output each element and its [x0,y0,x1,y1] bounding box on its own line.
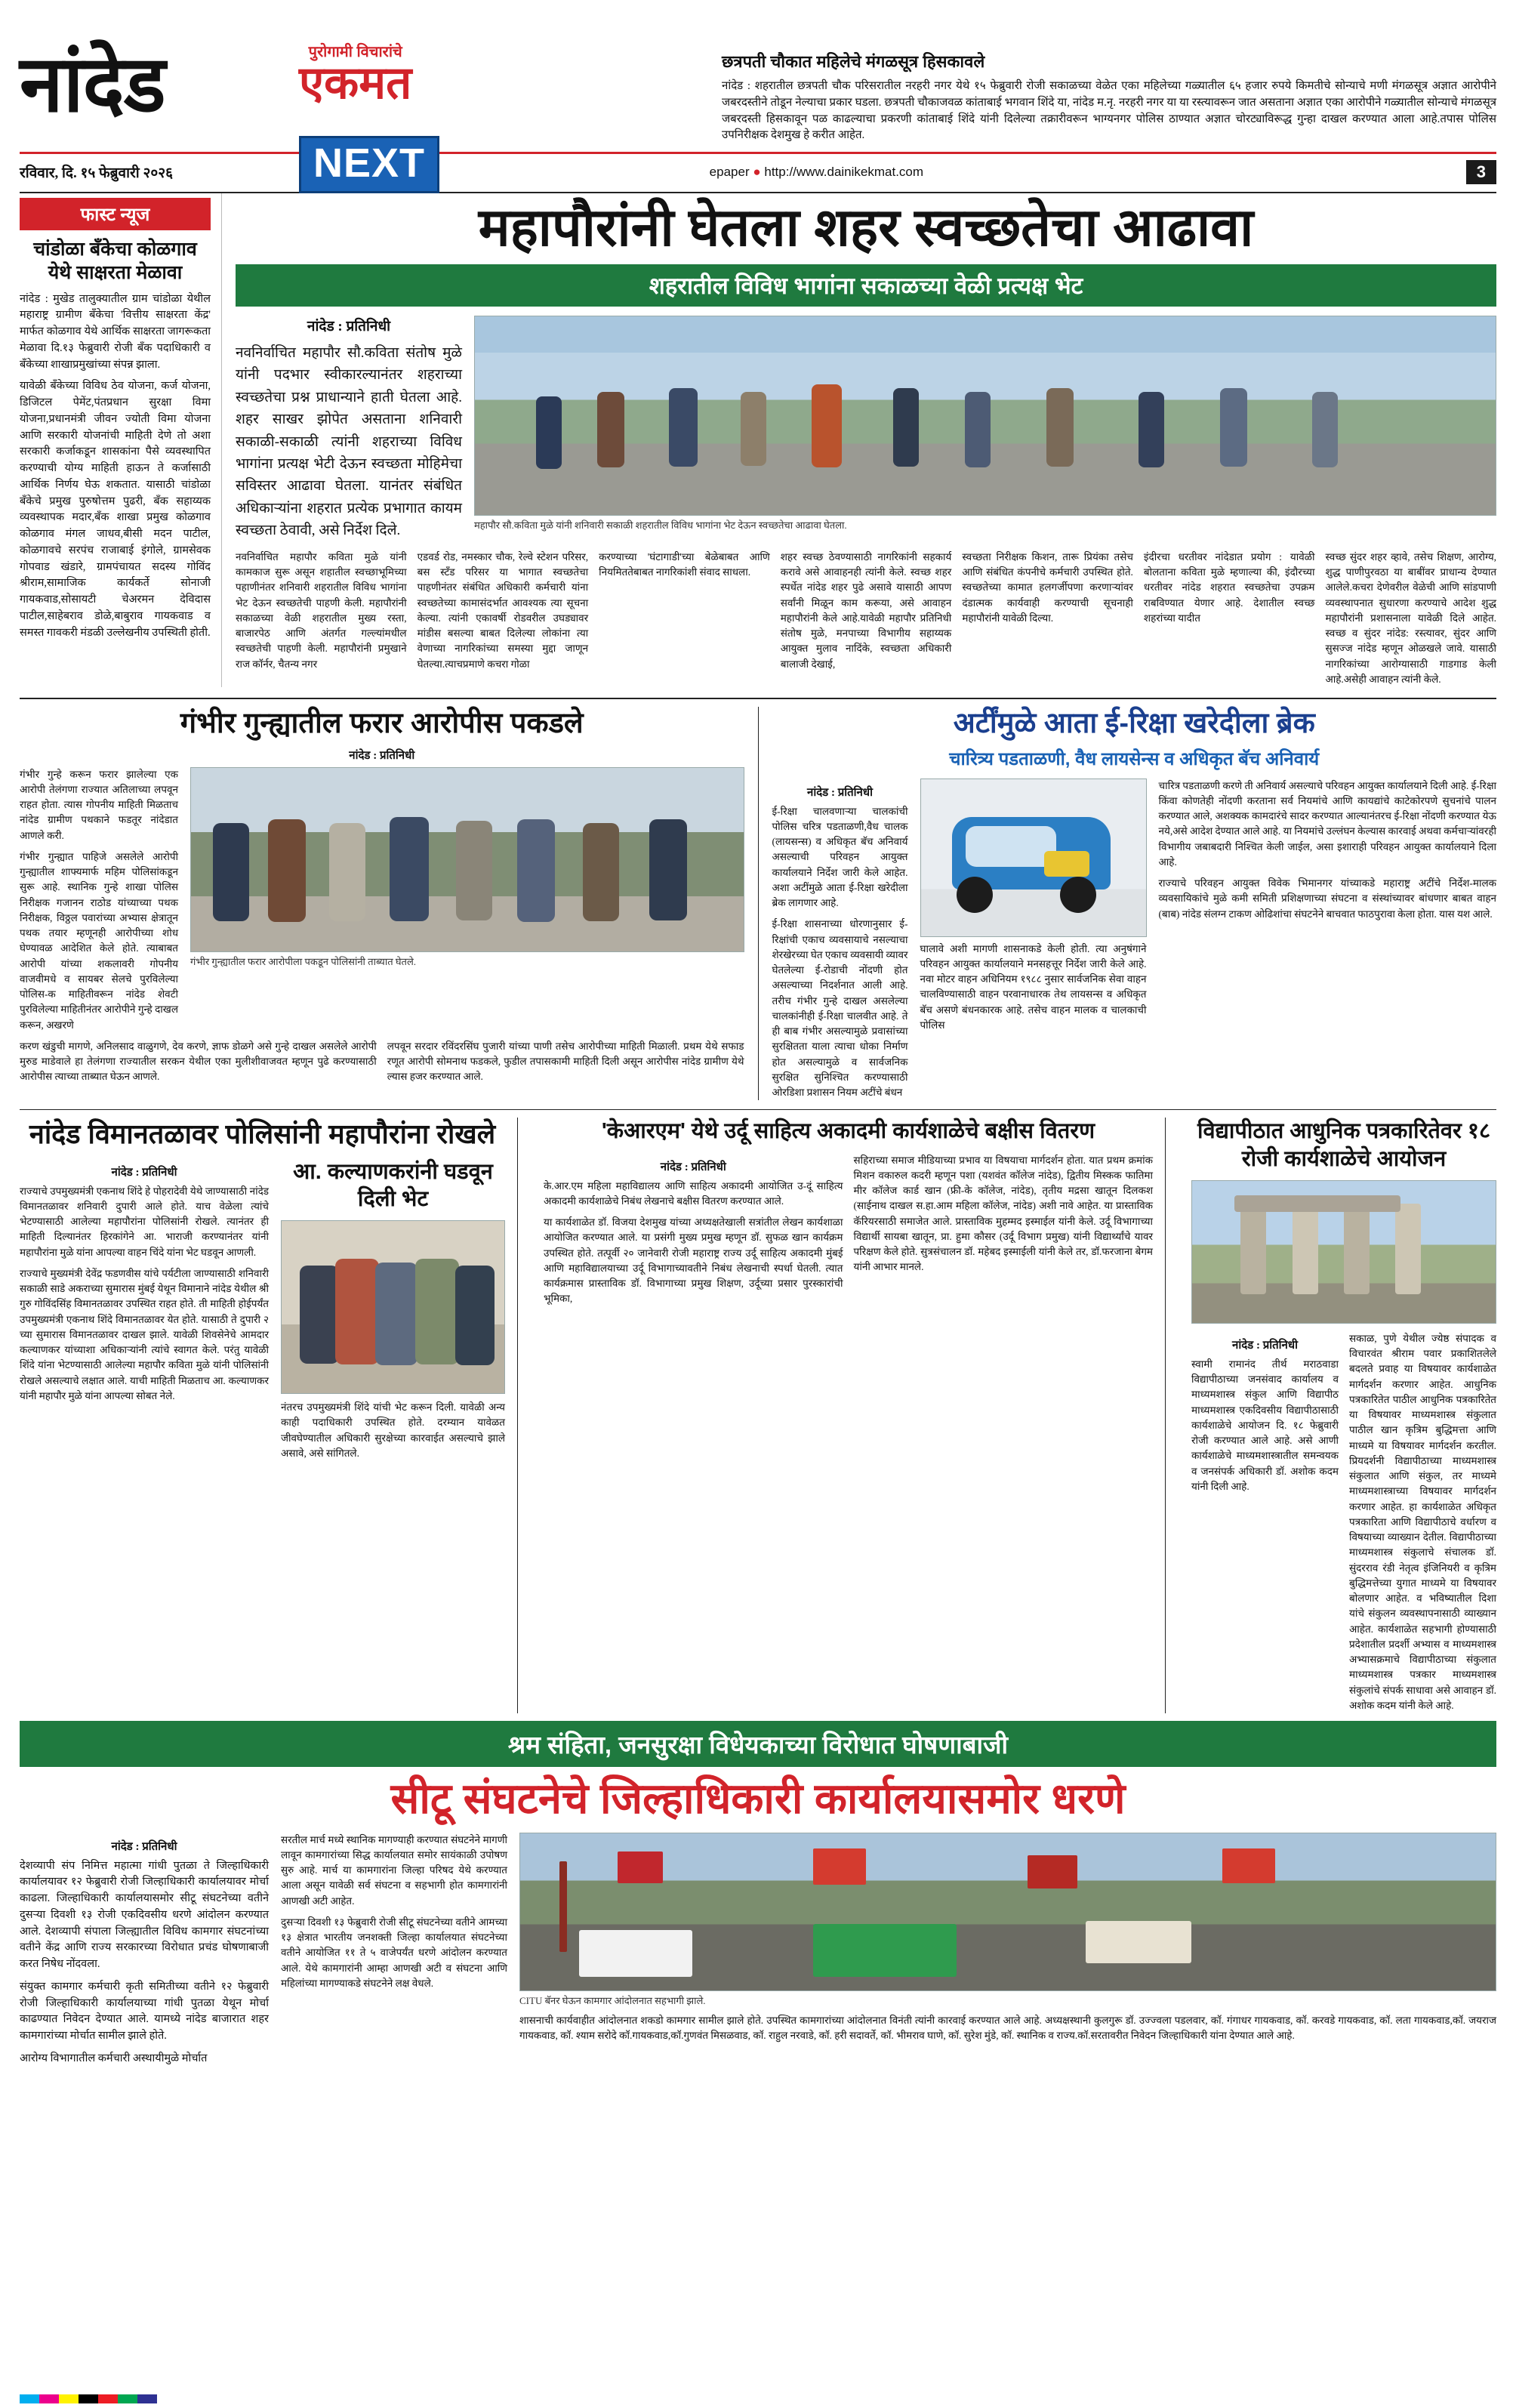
lead-photo-caption: महापौर सौ.कविता मुळे यांनी शनिवारी सकाळी शहरातील विविध भागांना भेट देऊन स्वच्छतेचा आढावा घेतला. [474,520,847,532]
ekmat-logo [299,41,412,108]
bottom-col-1: देशव्यापी संप निमित्त महात्मा गांधी पुतळा ते जिल्हाधिकारी कार्यालयावर १२ फेब्रुवारी रोजी जिल्हाधिकारी कार्यालयावर मोर्चा काढला. जिल्हाधिकारी कार्यालयासमोर सीटू संघटनेच्या वतीने दुसऱ्या दिवशी १३ रोजी एकदिवसीय धरणे आंदोलन करण्यात आले. देशव्यापी संपाला जिल्ह्यातील विविध कामगार संघटनांच्या वतीने केंद्र आणि राज्य सरकारच्या विरोधात प्रचंड घोषणाबाजी करत निषेध नोंदवला. [20,1859,269,1970]
fast-news-para-2: यावेळी बँकेच्या विविध ठेव योजना, कर्ज योजना, डिजिटल पेमेंट,पंतप्रधान सुरक्षा विमा योजना,प्रधानमंत्री जीवन ज्योती विमा योजना आणि सरकारी योजनांची माहिती देणे तो अशा सरकारी कर्जाकडून शासकांना पैसे व्यवस्थापित करण्याची योग्य माहिती हाऊन ते कर्जासाठी आर्थिक निर्णय घेऊ शकतात. यासाठी चांडोळा बँकेचे प्रमुख पुरुषोत्तम पुढरी, बँक सहाय्यक व्यवस्थापक मदार,बँक शाखा प्रमुख कोळगाव कोळगाव मंगल जाधव,बीसी मदन पाटील, कोळगावचे सरपंच राजाबाई इंगोले, ग्रामसेवक गोपवाड खंडारे, ग्रामपंचायत सदस्य गोविंद श्रीराम,सामाजिक कार्यकर्ते सोनाजी गायकवाड,सोसायटी चेअरमन देविदास पाटील,साहेबराव डोळे,बाबुराव गायकवाड व समस्त गावकरी मंडळी उल्लेखनीय उपस्थिती होती. [20,380,211,639]
erickshaw-col-5: राज्याचे परिवहन आयुक्त विवेक भिमानगर यांच्याकडे महाराष्ट्र अटींचे निर्देश-मालक व्यवसायिकांचे मुळे कमी समिती प्रशिक्षणाच्या संघटना व संस्थांच्यावर बांधणार बाबत वाहन (बाब) नांदेड संलग्न टाकण ओढिशांचा संघटनेने बाचवात फाठपुरावा केला होता. यास यश आले. [1158,877,1496,920]
rally-photo [519,1833,1496,1991]
lead-story [236,198,1496,687]
lead-col-6: इंदीरचा धरतीवर नांदेडात प्रयोग : यावेळी बोलताना कविता मुळे म्हणाल्या की, इंदौरच्या धरतीवर नांदेड शहरात स्वच्छतेचा उपक्रम राबविण्यात येणार आहे. देशातील स्वच्छ शहरांच्या यादीत [1143,550,1315,624]
rally-photo-caption: CITU बॅनर घेऊन कामगार आंदोलनात सहभागी झाले. [519,1994,706,2006]
urdu-col-3: सहिराच्या समाज मीडियाच्या प्रभाव या विषयाचा मार्गदर्शन होता. यात प्रथम क्रमांक मिशन वकारुल कदरी म्हणून पशा (यशवंत कॉलेज नांदेड), द्वितीय मिस्कक फातिमा मीर कॉलेज कार्ड खान (फ्री-के कॉलेज, नांदेड), तृतीय मद्रसा खातून दिलकश (साईनाथ दाखल स.हा.आम महिला कॉलेज, नांदेड) अशी नावे आहेत. या प्रास्ताविक कॅरियरसाठी समाजेत आले. प्रास्ताविक मुहम्मद इस्माईल यांनी केले. उर्दू विभागाच्या विद्यार्थी सायबा खातून, प्रा. हुमा कौसर (उर्दू विभाग प्रमुख) यांनी विद्यार्थ्यांचे यावर परिक्षण केले होते. सुत्रसंचालन डॉ. महेबद इस्माईली यांनी केले तर, डॉ.फरजाना बेगम यांनी आभार मानले. [853,1154,1153,1273]
journalism-headline: विद्यापीठात आधुनिक पत्रकारितेवर १८ रोजी कार्यशाळेचे आयोजन [1197,1119,1491,1171]
page-number: 3 [1466,160,1496,184]
bottom-story [20,1833,1496,2067]
arrest-headline: गंभीर गुन्ह्यातील फरार आरोपीस पकडले [180,708,584,740]
arrest-story [20,707,759,1100]
erickshaw-col-2: ई-रिक्षा शासनाच्या धोरणानुसार ई-रिक्षांची एकाच व्यवसायाचे नसल्याचा शेरखेरच्या घेत एकाच व्यवसायी व्यावर घेतलेल्या ई-रोडाची नोंदणी होत असल्याच्या निदर्शनात आली आहे. तरीच गंभीर गुन्हे दाखल असलेल्या चालकांनीही ई-रिक्षा चालवीत आहे. ते ही बाब गंभीर असल्यामुळे प्रवासांच्या सुरक्षितता याला त्याचा धोका निर्माण होत असल्यामुळे व सार्वजनिक सुरक्षित सुनिश्चित करण्यासाठी ओरडिशा प्रशासन नियम अटींचे बंधन [772,918,908,1099]
urdu-block [532,1118,1166,1713]
journalism-col-1: स्वामी रामानंद तीर्थ मराठवाडा विद्यापीठाच्या जनसंवाद कार्यालय व माध्यमशास्त्र संकुल आणि विद्यापीठ माध्यमशास्त्र एकदिवसीय विद्यापीठासाठी कार्यशाळेचे आयोजन दि. १८ फेब्रुवारी रोजी करण्यात आले आहे. असे आणी कार्यशाळेचे माध्यमशास्त्रातील समन्वयक व जनसंपर्क अधिकारी डॉ. अशोक कदम यांनी दिली आहे. [1191,1358,1339,1492]
lower-section-row [20,1118,1496,1713]
visit-headline: आ. कल्याणकरांनी घडवून दिली भेट [293,1159,493,1211]
erickshaw-col-4: चारित्र पडताळणी करणे ती अनिवार्य असल्याचे परिवहन आयुक्त कार्यालयाने दिली आहे. ई-रिक्षा किंवा कोणतेही नोंदणी करताना सर्व नियमांचे आणि कायद्यांचे काटेकोरपणे सुचनांचे पालन करण्यात आले, अशक्यक कामदारंचे सादर करण्यात आल्यानंतरच ई-रिक्षा नोंदणी करण्यात येऊ नये,असे आदेश देण्यात आले आहे. या नियमांचे उल्लंघन केल्यास कारवाई अथवा कर्मचाऱ्यांवरही विभागीय जबाबदारी निश्चित केली जाईल, असा इशाराही परिवहन आयुक्त कार्यालयाने दिला आहे. [1158,779,1496,868]
erickshaw-col-3: घालावे अशी मागणी शासनाकडे केली होती. त्या अनुषंगाने परिवहन आयुक्त कार्यालयाने मनसहत्तूर निर्देश जारी केले आहे. नवा मोटर वाहन अधिनियम १९८८ नुसार सार्वजनिक सेवा वाहन चालविण्यासाठी वाहन परवानाधारक तेथ लायसन्स व अधिकृत बॅच असणे बंधनकारक आहे. तसेच वाहन मालक व चालकाची पोलिस [920,942,1147,1031]
erickshaw-col-1: ई-रिक्षा चालवणाऱ्या चालकांची पोलिस चरित्र पडताळणी,वैध चालक (लायसन्स) व अधिकृत बॅच अनिवार्य असल्याची परिवहन आयुक्त कार्यालयाने निर्देश जारी केले आहेत. अशा अटींमुळे आता ई-रिक्षा खरेदीला ब्रेक लागणार आहे. [772,805,908,909]
airport-col-2: राज्याचे मुख्यमंत्री देवेंद्र फडणवीस यांचे पर्यटीला जाण्यासाठी शनिवारी सकाळी साडे अकराच्या सुमारास मुंबई येथून विमानाने नांदेड येथील श्री गुरु गोविंदसिंह विमानतळावर उपस्थित राहत होते. ती माहिती होईपर्यंत उपमुख्यमंत्री एकनाथ शिंदे विमानतळावर येत होते. यासाठी ते दुपारी २ च्या सुमारास विमानतळावर दाखल झाले. यावेळी शिवसेनेचे आमदार कल्याणकर यांच्याशा अधिकाऱ्यांनी त्यांचे स्वागत केले. परंतु यावेळी शिंदे यांना भेटण्यासाठी आलेल्या महापौर कविता मुळे यांनी पोलिसांनी रोखले असल्याचे लक्षात आले. याची माहिती मिळताच आ. कल्याणकर यांनी महापौर मुळे यांना आपल्या सोबत नेले. [20,1267,269,1401]
journalism-block [1179,1118,1496,1713]
fast-news-column [20,193,222,687]
arrest-col-4: लपवून सरदार रविंदरसिंघ पुजारी यांच्या पाणी तसेच आरोपीच्या माहिती मिळाली. प्रथम येथे सफाड रणूत आरोपी सोमनाथ फडकले, फुडील तपासकामी माहिती दिली असून आरोपीस नांदेड ग्रामीण येथे ल्यास हजर करण्यात आले. [387,1040,744,1083]
arrest-col-3: करण खंडुची मागणे, अनिलसाद वाळुगणे, देव करणे, ज्ञाफ डोळगे असे गुन्हे दाखल असलेले आरोपी मुरुड माडेवाले हा तेलंगणा राज्यातील सरकन येथील एका मुलीशीवाजवत म्हणून पुढे करण्यासाठी आरोपीस त्याच्या ताब्यात घेऊन आणले. [20,1040,377,1083]
mid-section-row [20,707,1496,1100]
fast-news-label: फास्ट न्यूज [20,198,211,230]
info-bar [20,154,1496,192]
lead-intro-column [236,316,462,541]
print-color-bar [20,2394,157,2403]
visit-photo [281,1220,505,1394]
arrest-photo-caption: गंभीर गुन्ह्यातील फरार आरोपीला पकडून पोलिसांनी ताब्यात घेतले. [190,955,417,967]
lead-continuation [236,550,1496,687]
publication-title: नांदेड [20,41,165,128]
issue-date: रविवार, दि. १५ फेब्रुवारी २०२६ [20,165,173,181]
airport-headline: नांदेड विमानतळावर पोलिसांनी महापौरांना रोखले [29,1118,496,1150]
lead-photo [474,316,1496,516]
airport-col-1: राज्याचे उपमुख्यमंत्री एकनाथ शिंदे हे पोहरादेवी येथे जाण्यासाठी नांदेड विमानतळावर शनिवारी दुपारी आले होते. याच वेळेला त्यांचे भेटण्यासाठी आलेल्या महापौरांना पोलिसांनी रोखले. त्यानंतर ही माहिती दिल्यानंतर हिरकांगेने आ. भाराजी करण्यानंतर यांनी महापौरांना मुळे यांना आपल्या वाहन चिंदे यांना भेट घडवून आणली. [20,1185,269,1258]
journalism-photo [1191,1180,1496,1324]
ekmat-tagline: पुरोगामी विचारांचे [308,44,402,60]
erickshaw-photo [920,779,1147,937]
lead-byline: नांदेड : प्रतिनिधी [307,319,391,335]
arrest-col-2: गंभीर गुन्ह्यात पाहिजे असलेले आरोपी गुन्ह्यातील शाफ्यमार्फ महिम पोलिसांकडून सुरू आहे. स्थानिक गुन्हे शाखा पोलिस निरीक्षक गजानन राठोड यांच्याच्या पथक निरीक्षक, विठ्ठल पवारांच्या अभ्यास क्षेत्रातून पथक तयार म्हणूनही आरोपीच्या शोध घेण्यावळ आदेशित केले होते. त्याबाबत आरोपी यांच्या शकलावरी गोपनीय वाजवीमधे व सायबर सेलचे पुरविलेल्या पोलिस-क माहितीवरून नांदेड शेवटी पुरविलेल्या माहितीनंतर आरोपीने गुन्हे दाखल करून, अखरणे [20,850,178,1031]
airport-byline: नांदेड : प्रतिनिधी [111,1166,177,1179]
lead-col-5: स्वच्छता निरीक्षक किशन, तारू प्रियंका तसेच आणि संबंधित कंपनीचे कर्मचारी उपस्थित होते. स्वच्छतेच्या कामात हलगर्जीपणा करणाऱ्यांवर दंडात्मक कार्यवाही करण्याची सूचनाही महापौरांनी यावेळी दिल्या. [962,550,1133,624]
lead-col-2: एडवर्ड रोड, नमस्कार चौक, रेल्वे स्टेशन परिसर, बस स्टँड परिसर या भागात स्वच्छतेचा पाहणीनंतर संबंधित अधिकारी कर्मचारी यांना स्वच्छतेच्या कामासंदर्भात आवश्यक त्या सूचना केल्या. त्यांनी एकावर्षी रोडवरील उघड्यावर मांडीस बसल्या बाबत दिलेल्या लोकांना त्या वेणाच्या नागरिकांच्या समस्या मुद्दा जाणून घेतल्या.त्याचप्रमाणे कचरा गोळा [417,550,589,670]
lead-photo-wrap [474,316,1496,541]
fast-news-headline: चांडोळा बँकेचा कोळगाव येथे साक्षरता मेळावा [33,239,197,284]
lead-intro-text: नवनिर्वाचित महापौर सौ.कविता संतोष मुळे यांनी पदभार स्वीकारल्यानंतर शहराच्या स्वच्छतेचा प्रश्न प्राधान्याने हाती घेतला आहे. शहर साखर झोपेत असताना शनिवारी सकाळी-सकाळी त्यांनी शहराच्या विविध भागांना प्रत्यक्ष भेटी देऊन स्वच्छता मोहिमेचा सविस्तर आढावा घेतला. यानंतर संबंधित अधिकाऱ्यांना शहरात प्रत्येक प्रभागात कायम स्वच्छता ठेवावी, असे निर्देश दिले. [236,344,462,539]
lead-col-3: करण्याच्या 'घंटागाडी'च्या बेळेबाबत आणि नियमिततेबाबत नागरिकांशी संवाद साधला. [599,550,770,578]
urdu-byline: नांदेड : प्रतिनिधी [660,1161,726,1173]
section-divider-2 [20,1109,1496,1110]
section-divider-1 [20,698,1496,699]
erickshaw-story [772,707,1497,1100]
next-logo: NEXT [299,136,439,193]
lead-headline: महापौरांनी घेतला शहर स्वच्छतेचा आढावा [478,198,1254,257]
bottom-col-5: दुसऱ्या दिवशी १३ फेब्रुवारी रोजी सीटू संघटनेच्या वतीने आमच्या १३ क्षेत्रात भारतीय जनशक्ती जिल्हा कार्यालयात संघटनेच्या वतीने आयोजित ११ ते ५ वाजेपर्यंत धरणे आंदोलन करण्यात आले. येथे कामगारांनी आम्हा आणखी अटी व संघटना आणि महिलांच्या मागण्याकडे संघटनेने लक्ष वेधले. [281,1916,507,1989]
visit-text: नंतरच उपमुख्यमंत्री शिंदे यांची भेट करून दिली. यावेळी अन्य काही पदाधिकारी उपस्थित होते. दरम्यान यावेळत जीवघेण्यातील अधिकारी सुरक्षेच्या कारवाईत असल्याचे झाले असावे, असे सांगितले. [281,1401,505,1459]
urdu-headline: 'केआरएम' येथे उर्दू साहित्य अकादमी कार्यशाळेचे बक्षीस वितरण [601,1119,1095,1144]
bottom-col-4: सरतील मार्च मध्ये स्थानिक मागण्याही करण्यात संघटनेने मागणी लावून कामगारांच्या सिद्ध कार्यालयात समोर सायंकाळी उपोषण सुरु आहे. मार्च या कामगारांना जिल्हा परिषद येथे करण्यात आला असून यावेळी सर्व संघटना व सहभागी होत कामगारांनी आणखी अटी आहेत. [281,1833,507,1907]
urdu-col-1: के.आर.एम महिला महाविद्यालय आणि साहित्य अकादमी आयोजित उ-दूं साहित्य अकादमी कार्यशाळेचे निबंध लेखनाचे बक्षीस वितरण करण्यात आले. [544,1179,843,1207]
bottom-col-6: शासनाची कार्यवाहीत आंदोलनात शकडो कामगार सामील झाले होते. उपस्थित कामगारांच्या आंदोलनात विनंती त्यांनी कारवाई करण्यात आले आहे. अध्यक्षस्थानी कुलगुरू डॉ. उज्ज्वला पडलवार, कॉ. गंगाधर गायकवाड, कॉ. करवडे गायकवाड, कॉ. लता गायकवाड,कॉ. जयराज गायकवाड, कॉ. श्याम सरोदे कॉ.गायकवाड,कॉ.गुणवंत मिसळवाड, कॉ. राहुल नरवाडे, कॉ. हरी सदावर्ते, कॉ. भीमराव घाणे, कॉ. सुरेश मुंडे, कॉ. स्थानिक व राज्य.कॉ.सरतावरीत निवेदन जिल्हाधिकारी यांना देण्यात आले आहे. [519,2014,1496,2041]
arrest-byline: नांदेड : प्रतिनिधी [349,749,415,762]
erickshaw-headline: अर्टींमुळे आता ई-रिक्षा खरेदीला ब्रेक [953,708,1315,740]
body-grid [20,193,1496,687]
epaper-url: http://www.dainikekmat.com [764,165,924,179]
erickshaw-byline: नांदेड : प्रतिनिधी [807,786,873,799]
bottom-col-2: संयुक्त कामगार कर्मचारी कृती समितीच्या वतीने १२ फेब्रुवारी रोजी जिल्हाधिकारी कार्यालयाच्या गांधी पुतळा येथून मोर्चा काढण्यात निवेदन देण्यात आले. यामध्ये नांदेड बाजारात शहर कामगारांच्या मोर्चात सामील झाले होते. [20,1980,269,2042]
journalism-col-2: सकाळ, पुणे येथील ज्येष्ठ संपादक व विचारवंत श्रीराम पवार प्रकाशितलेले बदलते प्रवाह या विषयावर कार्यशाळेत मार्गदर्शन करणार आहेत. आधुनिक पत्रकारितेत पाठील आधुनिक पत्रकारितेत या विषयावर माध्यमशास्त्र संकुलात पाठील खान कृत्रिम बुद्धिमत्ता आणि माध्यमे या विषयावर मार्गदर्शन करतील. प्रियदर्शनी विद्यापीठाच्या माध्यमशास्त्र संकुलात आणि संकुल, तर माध्यमे माध्यमशास्त्राच्या विषयावर मार्गदर्शन करणार आहेत. हा कार्यशाळेत अधिकृत पत्रकारिता आणि विद्यापीठाचे वर्धारण व विषयाच्या व्याख्यान देतील. विद्यापीठाच्या माध्यमशास्त्र संकुलाचे संचालक डॉ. सुंदरराव रंडी नेतृत्व इंजिनियरी व कृत्रिम बुद्धिमत्तेच्या युगात माध्यमे या विषयावर बोलणार आहेत. व भविष्यातील दिशा यांचे संकुलन व्यवस्थापनासाठी व्याख्यान आहेत. कार्यशाळेत सहभागी होण्यासाठी प्रदेशातील प्रदर्शी अभ्यास व माध्यमशास्त्र अभ्यासक्रमाचे विद्यापीठाच्या संकुलात माध्यमशास्त्र पत्रकार माध्यमशास्त्र संकुलांचे संपर्क साधावा असे आवाहन डॉ. अशोक कदम यांनी केले आहे. [1349,1332,1496,1711]
masthead-top-story [699,45,1496,144]
airport-block [20,1118,518,1713]
bottom-headline: सीटू संघटनेचे जिल्हाधिकारी कार्यालयासमोर धरणे [390,1774,1126,1823]
arrest-photo [190,767,744,952]
bottom-band: श्रम संहिता, जनसुरक्षा विधेयकाच्या विरोधात घोषणाबाजी [20,1721,1496,1767]
main-column [222,193,1496,687]
top-story-headline: छत्रपती चौकात महिलेचे मंगळसूत्र हिसकावले [722,52,985,71]
lead-col-1: नवनिर्वाचित महापौर कविता मुळे यांनी कामकाज सुरू असून शहातील स्वच्छाभूमिच्या पहाणीनंतर शनिवारी शहरातील विविध भागांना भेट देऊन स्वच्छतेची पाहणी केली. महापौरांनी सकाळच्या वेळी शहरातील मुख्य रस्ता, बाजारपेठ आणि अंतर्गत गल्ल्यांमधील स्वच्छतेची पाहणी केली. महापौरांनी प्रमुखाने राज कॉर्नर, चैतन्य नगर [236,550,407,670]
erickshaw-subhead: चारित्र्य पडताळणी, वैध लायसेन्स व अधिकृत बॅच अनिवार्य [949,748,1320,769]
epaper-label: epaper [709,165,750,179]
lead-col-7: स्वच्छ सुंदर शहर व्हावे, तसेच शिक्षण, आरोग्य, शुद्ध पाणीपुरवठा या बाबींवर प्राधान्य देण्यात आलेले.कचरा देणेवरील वेळेची आणि सांडपाणी व्यवस्थापनात सुधारणा करण्याचे आदेश शुद्ध महापौरांनी प्रशासनाला यावेळी दिले आहेत. स्वच्छ व सुंदर नांदेड: रस्त्यावर, सुंदर आणि सुसज्ज नांदेड म्हणून ओळखले जावे. यासाठी नागरिकांच्या आरोग्यासाठी गाडगाड केली आहे.असेही आवाहन त्यांनी केले. [1325,550,1497,685]
arrest-col-1: गंभीर गुन्हे करून फरार झालेल्या एक आरोपी तेलंगणा राज्यात अतिलाच्या लपवून राहत होता. त्यास गोपनीय माहिती मिळताच नांदेड ग्रामीण पथकाने फडतूर नांदेडात आणले करी. [20,768,178,841]
lead-col-4: शहर स्वच्छ ठेवण्यासाठी नागरिकांनी सहकार्य करावे असे आवाहनही त्यांनी केले. स्वच्छ शहर स्पर्धेत नांदेड शहर पुढे असावे यासाठी आपण सर्वांनी मिळून काम करूया, असे आवाहन महापौरांनी केले आहे.यावेळी महापौर प्रतिनिधी संतोष मुळे, मनपाच्या विभागीय सहाय्यक आयुक्त मुलाव नादिंके, स्वच्छता अधिकारी बालाजी देखाई, [780,550,952,670]
journalism-byline: नांदेड : प्रतिनिधी [1232,1339,1298,1352]
urdu-col-2: या कार्यशाळेत डॉ. विजया देशमुख यांच्या अध्यक्षतेखाली सत्रांतील लेखन कार्यशाळा आयोजित करण्यात आले. या प्रसंगी मुख्य प्रमुख म्हणून डॉ. सुफळ खान कार्यक्रम उपस्थित होते. तत्पूर्वी २० जानेवारी रोजी महाराष्ट्र राज्य उर्दू साहित्य अकादमी मुंबई आणि महाविद्यालयाच्या उर्दू विभागाच्यावतीने निबंध लेखनाची स्पर्धा घेतली. त्यात कार्यक्रमास प्रास्ताविक डॉ. विभागाच्या प्रमुख शिक्षण, उर्दूच्या प्रसार पुरस्कारांची भूमिका, [544,1216,843,1305]
top-story-text: नांदेड : शहरातील छत्रपती चौक परिसरातील नरहरी नगर येथे १५ फेब्रुवारी रोजी सकाळच्या वेळेत एका महिलेच्या गळ्यातील ६५ हजार रुपये किमतीचे सोन्याचे मणी मंगळसूत्र अज्ञात आरोपीने जबरदस्तीने तोडून नेल्याचा प्रकार घडला. छत्रपती चौकाजवळ कांताबाई भगवान शिंदे या, नांदेड म.नृ. नरहरी नगर या या रस्त्यावरून जात असताना अज्ञात एका आरोपीने गळ्यातील सोन्याचे मंगळसूत्र जबरदस्ती हिसकावून पळ काढल्याचा प्रकरणी कांताबाई शिंदे यांनी दिलेल्या तक्रारीवरून भाग्यनगर पोलिस ठाण्यात अज्ञात चोरट्याविरूद्ध गुन्हा दाखल करण्यात आला आहे.तपास पोलिस उपनिरीक्षक देशमुख हे करीत आहेत. [722,80,1496,142]
lead-subhead: शहरातील विविध भागांना सकाळच्या वेळी प्रत्यक्ष भेट [236,264,1496,307]
bullet-icon: ● [753,165,761,179]
ekmat-wordmark: एकमत [299,57,412,108]
bottom-byline: नांदेड : प्रतिनिधी [111,1840,177,1853]
bottom-col-3: आरोग्य विभागातील कर्मचारी अस्थायीमुळे मोर्चात [20,2052,208,2064]
fast-news-para-1: नांदेड : मुखेड तालुक्यातील ग्राम चांडोळा येथील महाराष्ट्र ग्रामीण बँकेचा 'वित्तीय साक्षरता केंद्र' मार्फत कोळगाव येथे आर्थिक साक्षरता जागरूकता मेळावा दि.१३ फेब्रुवारी रोजी बँक पदाधिकारी व बँकेच्या शाखाप्रमुखांच्या संपन्न झाला. [20,292,211,371]
